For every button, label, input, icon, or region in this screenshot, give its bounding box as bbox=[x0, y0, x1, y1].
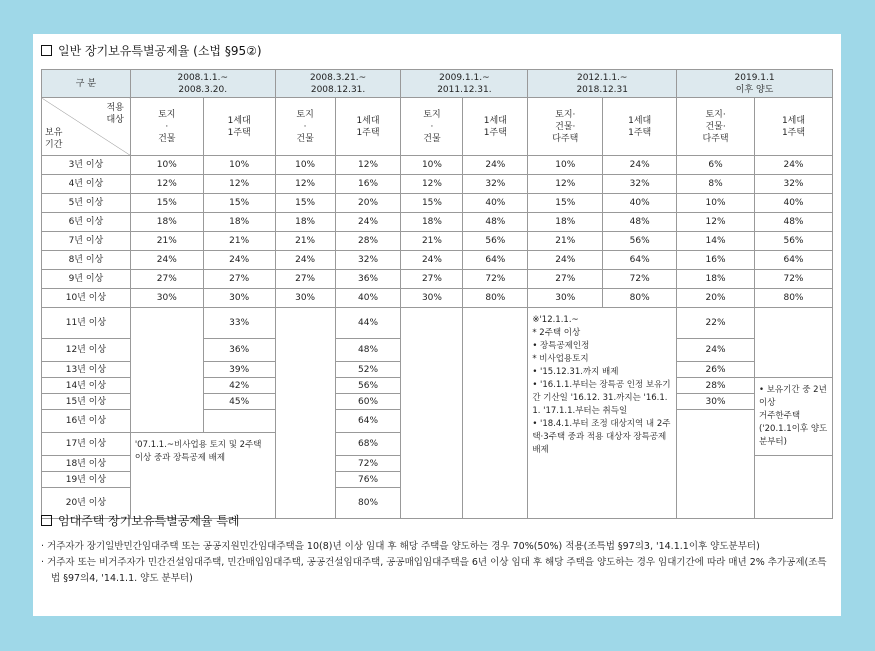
rate-cell: 12% bbox=[203, 175, 275, 194]
notes bbox=[41, 539, 831, 587]
rate-cell: 42% bbox=[203, 378, 275, 394]
rate-cell: 24% bbox=[203, 251, 275, 270]
header-subcolumn: 토지 · 건물 bbox=[275, 98, 335, 156]
header-diagonal-cell: 적용 대상 보유 기간 bbox=[42, 98, 131, 156]
rate-cell: 39% bbox=[203, 362, 275, 378]
holding-period-cell: 20년 이상 bbox=[42, 488, 131, 519]
header-subcolumn: 1세대 1주택 bbox=[463, 98, 528, 156]
rate-cell: 10% bbox=[275, 156, 335, 175]
table-row bbox=[42, 175, 833, 194]
note-cell bbox=[528, 308, 677, 519]
header-subcolumn: 토지· 건물· 다주택 bbox=[528, 98, 603, 156]
rate-cell: 80% bbox=[463, 289, 528, 308]
table-row bbox=[42, 308, 833, 339]
rate-cell: 26% bbox=[677, 362, 755, 378]
rate-cell: 10% bbox=[130, 156, 203, 175]
note-line: • 보유기간 중 2년 이상 bbox=[759, 385, 827, 408]
rate-cell: 15% bbox=[130, 194, 203, 213]
rate-cell: 16% bbox=[677, 251, 755, 270]
rate-cell: 27% bbox=[130, 270, 203, 289]
rate-cell: 28% bbox=[335, 232, 401, 251]
rate-cell: 12% bbox=[401, 175, 463, 194]
holding-period-cell: 6년 이상 bbox=[42, 213, 131, 232]
table-row bbox=[42, 156, 833, 175]
rate-cell: 32% bbox=[603, 175, 677, 194]
rate-cell: 56% bbox=[755, 232, 833, 251]
empty-cell bbox=[203, 410, 275, 433]
rate-cell: 16% bbox=[335, 175, 401, 194]
rate-cell: 21% bbox=[401, 232, 463, 251]
table-row bbox=[42, 289, 833, 308]
holding-period-cell: 19년 이상 bbox=[42, 472, 131, 488]
header-period: 2008.1.1.~ 2008.3.20. bbox=[130, 70, 275, 98]
rate-cell: 48% bbox=[335, 339, 401, 362]
rate-cell: 30% bbox=[203, 289, 275, 308]
rate-cell: 30% bbox=[677, 394, 755, 410]
header-period: 2009.1.1.~ 2011.12.31. bbox=[401, 70, 528, 98]
rate-cell: 27% bbox=[203, 270, 275, 289]
rate-cell: 80% bbox=[335, 488, 401, 519]
header-subcolumn: 1세대 1주택 bbox=[203, 98, 275, 156]
rate-cell: 24% bbox=[335, 213, 401, 232]
holding-period-cell: 14년 이상 bbox=[42, 378, 131, 394]
table-row bbox=[42, 251, 833, 270]
note-line: • '15.12.31.까지 배제 bbox=[532, 367, 619, 377]
rate-cell: 10% bbox=[401, 156, 463, 175]
rate-cell: 30% bbox=[130, 289, 203, 308]
rate-cell: 18% bbox=[677, 270, 755, 289]
note-line: • '16.1.1.부터는 장특공 인정 보유기간 기산일 '16.12. 31.까지는 '16.1. 1. '17.1.1.부터는 취득일 bbox=[532, 380, 671, 416]
rate-cell: 56% bbox=[603, 232, 677, 251]
rate-cell: 24% bbox=[463, 156, 528, 175]
rate-cell: 52% bbox=[335, 362, 401, 378]
empty-cell bbox=[677, 410, 755, 519]
rate-cell: 36% bbox=[203, 339, 275, 362]
holding-period-cell: 10년 이상 bbox=[42, 289, 131, 308]
header-subcolumn: 토지 · 건물 bbox=[401, 98, 463, 156]
rate-cell: 6% bbox=[677, 156, 755, 175]
rate-cell: 18% bbox=[203, 213, 275, 232]
rate-cell: 10% bbox=[528, 156, 603, 175]
rate-cell: 45% bbox=[203, 394, 275, 410]
rate-cell: 72% bbox=[603, 270, 677, 289]
rate-cell: 15% bbox=[401, 194, 463, 213]
note-line: • 장특공제인정 bbox=[532, 341, 590, 351]
rate-cell: 60% bbox=[335, 394, 401, 410]
rate-cell: 64% bbox=[755, 251, 833, 270]
deduction-rate-table bbox=[41, 69, 833, 519]
rate-cell: 48% bbox=[755, 213, 833, 232]
rate-cell: 21% bbox=[203, 232, 275, 251]
rate-cell: 72% bbox=[755, 270, 833, 289]
rate-cell: 15% bbox=[275, 194, 335, 213]
rate-cell: 12% bbox=[528, 175, 603, 194]
rate-cell: 8% bbox=[677, 175, 755, 194]
empty-cell bbox=[275, 308, 335, 519]
rate-cell: 24% bbox=[275, 251, 335, 270]
empty-cell bbox=[401, 308, 463, 519]
rate-cell: 48% bbox=[603, 213, 677, 232]
note-line: * 2주택 이상 bbox=[532, 328, 581, 338]
checkbox-icon bbox=[41, 45, 52, 56]
holding-period-cell: 5년 이상 bbox=[42, 194, 131, 213]
header-subcolumn: 1세대 1주택 bbox=[755, 98, 833, 156]
rate-cell: 33% bbox=[203, 308, 275, 339]
rate-cell: 20% bbox=[677, 289, 755, 308]
rate-cell: 15% bbox=[203, 194, 275, 213]
section2-title: 임대주택 장기보유특별공제율 특례 bbox=[41, 512, 240, 529]
rate-cell: 14% bbox=[677, 232, 755, 251]
header-period: 2012.1.1.~ 2018.12.31 bbox=[528, 70, 677, 98]
rate-cell: 24% bbox=[130, 251, 203, 270]
rate-cell: 10% bbox=[203, 156, 275, 175]
rate-cell: 40% bbox=[463, 194, 528, 213]
rate-cell: 30% bbox=[528, 289, 603, 308]
table-row bbox=[42, 213, 833, 232]
table-row bbox=[42, 232, 833, 251]
note-item: · 거주자 또는 비거주자가 민간건설임대주택, 민간매입임대주택, 공공건설임대주택, 공공매입임대주택을 6년 이상 임대 후 해당 주택을 양도하는 경우 임대기간에 따라 매년 2% 추가공제(조특법 §97의4, '14.1.1. 양도 분부터) bbox=[41, 557, 827, 584]
header-subcolumn: 토지 · 건물 bbox=[130, 98, 203, 156]
rate-cell: 36% bbox=[335, 270, 401, 289]
note-line: * 비사업용토지 bbox=[532, 354, 589, 364]
rate-cell: 32% bbox=[335, 251, 401, 270]
rate-cell: 20% bbox=[335, 194, 401, 213]
note-line: ※'12.1.1.~ bbox=[532, 315, 579, 325]
rate-cell: 56% bbox=[335, 378, 401, 394]
note-line: 거주한주택 bbox=[759, 411, 801, 421]
rate-cell: 24% bbox=[401, 251, 463, 270]
empty-cell bbox=[130, 308, 203, 433]
rate-cell: 18% bbox=[275, 213, 335, 232]
rate-cell: 64% bbox=[463, 251, 528, 270]
header-gubun: 구 분 bbox=[42, 70, 131, 98]
header-period: 2008.3.21.~ 2008.12.31. bbox=[275, 70, 401, 98]
rate-cell: 32% bbox=[755, 175, 833, 194]
rate-cell: 27% bbox=[401, 270, 463, 289]
rate-cell: 56% bbox=[463, 232, 528, 251]
rate-cell: 27% bbox=[528, 270, 603, 289]
note-cell: '07.1.1.~비사업용 토지 및 2주택 이상 중과 장특공제 배제 bbox=[130, 433, 275, 519]
checkbox-icon bbox=[41, 515, 52, 526]
holding-period-cell: 9년 이상 bbox=[42, 270, 131, 289]
rate-cell: 40% bbox=[335, 289, 401, 308]
rate-cell: 15% bbox=[528, 194, 603, 213]
note-line: ('20.1.1이후 양도분부터) bbox=[759, 424, 828, 447]
holding-period-cell: 12년 이상 bbox=[42, 339, 131, 362]
rate-cell: 12% bbox=[335, 156, 401, 175]
rate-cell: 40% bbox=[755, 194, 833, 213]
note-line: • '18.4.1.부터 조정 대상지역 내 2주택·3주택 중과 적용 대상자 장특공제 배제 bbox=[532, 419, 671, 455]
holding-period-cell: 15년 이상 bbox=[42, 394, 131, 410]
rate-cell: 21% bbox=[275, 232, 335, 251]
note-cell bbox=[755, 378, 833, 456]
holding-period-cell: 13년 이상 bbox=[42, 362, 131, 378]
rate-cell: 18% bbox=[130, 213, 203, 232]
rate-cell: 22% bbox=[677, 308, 755, 339]
holding-period-cell: 8년 이상 bbox=[42, 251, 131, 270]
section1-title: 일반 장기보유특별공제율 (소법 §95②) bbox=[41, 42, 262, 59]
rate-cell: 64% bbox=[335, 410, 401, 433]
rate-cell: 18% bbox=[401, 213, 463, 232]
rate-cell: 30% bbox=[275, 289, 335, 308]
rate-cell: 24% bbox=[603, 156, 677, 175]
empty-cell bbox=[755, 456, 833, 519]
header-subcolumn: 토지· 건물· 다주택 bbox=[677, 98, 755, 156]
rate-cell: 80% bbox=[755, 289, 833, 308]
rate-cell: 21% bbox=[130, 232, 203, 251]
empty-cell bbox=[755, 308, 833, 378]
rate-cell: 24% bbox=[677, 339, 755, 362]
header-period: 2019.1.1 이후 양도 bbox=[677, 70, 833, 98]
rate-cell: 64% bbox=[603, 251, 677, 270]
holding-period-cell: 18년 이상 bbox=[42, 456, 131, 472]
holding-period-cell: 17년 이상 bbox=[42, 433, 131, 456]
rate-cell: 12% bbox=[130, 175, 203, 194]
holding-period-cell: 4년 이상 bbox=[42, 175, 131, 194]
rate-cell: 10% bbox=[677, 194, 755, 213]
table-row bbox=[42, 194, 833, 213]
rate-cell: 32% bbox=[463, 175, 528, 194]
rate-cell: 44% bbox=[335, 308, 401, 339]
empty-cell bbox=[463, 308, 528, 519]
rate-cell: 72% bbox=[335, 456, 401, 472]
document-page bbox=[33, 34, 841, 616]
rate-cell: 18% bbox=[528, 213, 603, 232]
rate-cell: 21% bbox=[528, 232, 603, 251]
holding-period-cell: 3년 이상 bbox=[42, 156, 131, 175]
rate-cell: 12% bbox=[677, 213, 755, 232]
note-item: · 거주자가 장기일반민간임대주택 또는 공공지원민간임대주택을 10(8)년 이상 임대 후 해당 주택을 양도하는 경우 70%(50%) 적용(조특법 §97의3, '14.1.1이후 양도분부터) bbox=[41, 541, 760, 552]
rate-cell: 27% bbox=[275, 270, 335, 289]
rate-cell: 72% bbox=[463, 270, 528, 289]
header-subcolumn: 1세대 1주택 bbox=[603, 98, 677, 156]
holding-period-cell: 11년 이상 bbox=[42, 308, 131, 339]
rate-cell: 24% bbox=[755, 156, 833, 175]
header-subcolumn: 1세대 1주택 bbox=[335, 98, 401, 156]
rate-cell: 80% bbox=[603, 289, 677, 308]
rate-cell: 24% bbox=[528, 251, 603, 270]
rate-cell: 48% bbox=[463, 213, 528, 232]
rate-cell: 12% bbox=[275, 175, 335, 194]
holding-period-cell: 16년 이상 bbox=[42, 410, 131, 433]
table-row bbox=[42, 270, 833, 289]
rate-cell: 28% bbox=[677, 378, 755, 394]
holding-period-cell: 7년 이상 bbox=[42, 232, 131, 251]
rate-cell: 76% bbox=[335, 472, 401, 488]
rate-cell: 40% bbox=[603, 194, 677, 213]
rate-cell: 30% bbox=[401, 289, 463, 308]
rate-cell: 68% bbox=[335, 433, 401, 456]
